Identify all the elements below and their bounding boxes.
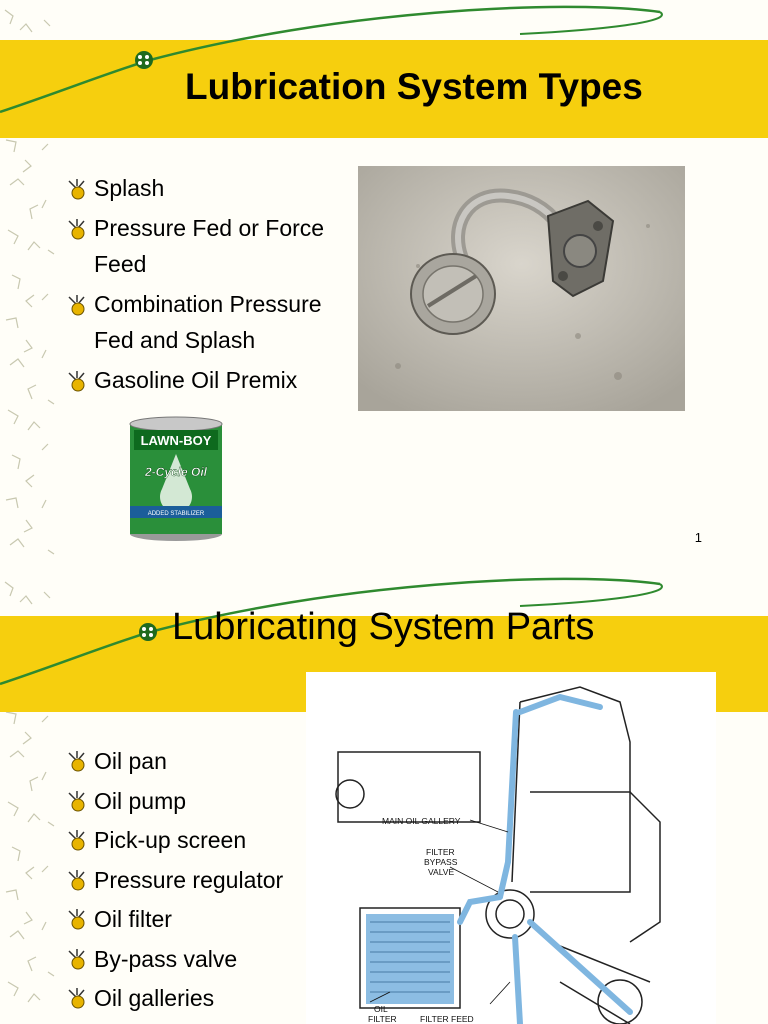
list-item — [64, 861, 344, 901]
bullet-text: By-pass valve — [94, 945, 238, 972]
bullet-icon — [66, 750, 88, 772]
bullet-icon — [66, 908, 88, 930]
label-bypass: BYPASS — [424, 857, 458, 867]
bullet-text: Oil filter — [94, 906, 172, 932]
label-main-oil-gallery: MAIN OIL GALLERY — [382, 816, 461, 826]
list-item — [64, 900, 344, 940]
oil-pump-photo — [358, 166, 685, 411]
can-product: 2-Cycle Oil — [144, 465, 208, 479]
label-oil: OIL — [374, 1004, 388, 1014]
bullet-text: Oil pan — [94, 748, 167, 774]
label-filter: FILTER — [426, 847, 455, 857]
bullet-icon — [66, 178, 88, 200]
bullet-icon — [66, 370, 88, 392]
bullet-text: Combination Pressure Fed and Splash — [94, 291, 322, 353]
label-filter-feed: FILTER FEED — [420, 1014, 474, 1024]
slide-title: Lubrication System Types — [185, 66, 643, 107]
list-item — [64, 742, 344, 782]
bullet-icon — [66, 790, 88, 812]
bullet-text: Splash — [94, 175, 165, 201]
bullet-text: Oil galleries — [94, 985, 215, 1011]
list-item — [64, 210, 354, 282]
bullet-icon — [66, 218, 88, 240]
bullet-icon — [66, 829, 88, 851]
list-item — [64, 362, 354, 398]
lawn-boy-oil-can — [128, 414, 224, 542]
bullet-text: Oil pump — [94, 787, 187, 814]
label-valve: VALVE — [428, 867, 455, 877]
bullet-text: Gasoline Oil Premix — [94, 367, 298, 393]
list-item — [64, 979, 344, 1019]
label-oil-filter: FILTER — [368, 1014, 397, 1024]
bullet-text: Pick-up screen — [94, 827, 247, 853]
bullet-icon — [66, 869, 88, 891]
bullet-text: Pressure regulator — [94, 866, 284, 893]
bullet-text: Pressure Fed or Force Feed — [94, 215, 325, 277]
list-item — [64, 782, 344, 822]
lubrication-diagram — [330, 682, 730, 1024]
page-number: 1 — [694, 530, 702, 545]
bullet-icon — [66, 987, 88, 1009]
slide-2 — [0, 572, 768, 1024]
slide-title: Lubricating System Parts — [172, 606, 595, 648]
list-item — [64, 170, 354, 206]
bullet-icon — [66, 948, 88, 970]
bullet-list — [64, 170, 354, 402]
list-item — [64, 940, 344, 980]
bullet-icon — [66, 294, 88, 316]
bullet-list — [64, 742, 344, 1019]
can-brand: LAWN-BOY — [140, 433, 212, 448]
list-item — [64, 821, 344, 861]
can-band-text: ADDED STABILIZER — [147, 511, 205, 517]
list-item — [64, 286, 354, 358]
